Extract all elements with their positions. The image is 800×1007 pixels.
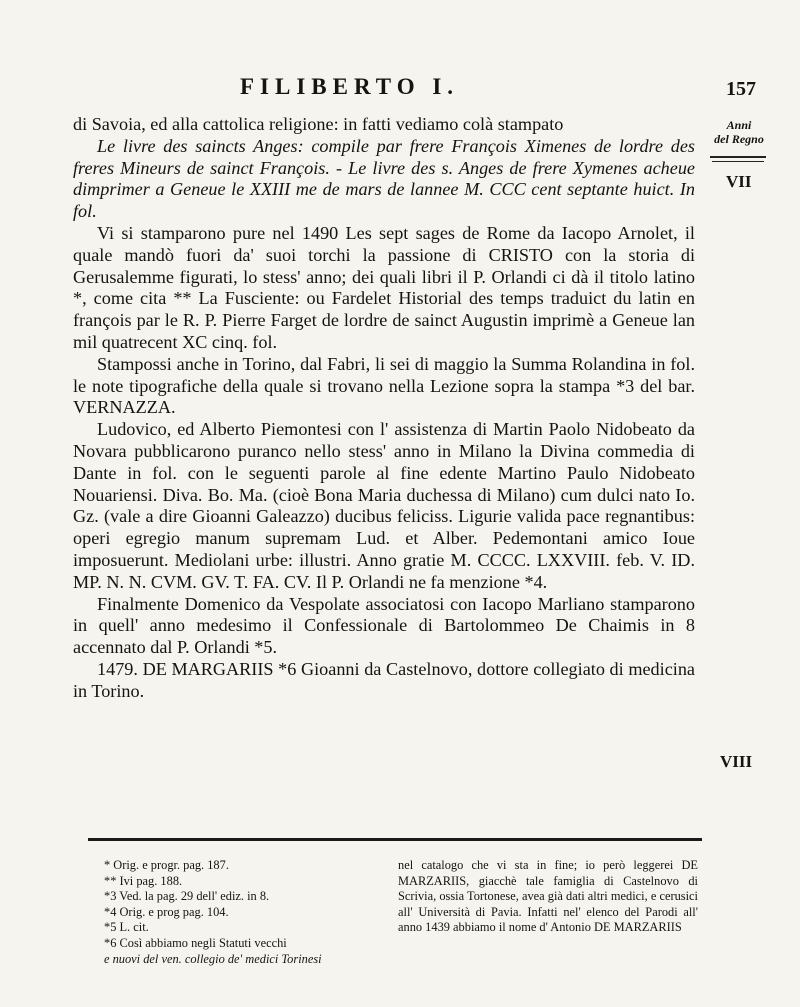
main-text — [73, 114, 695, 703]
footnotes-left — [104, 858, 388, 967]
paragraph-7: 1479. DE MARGARIIS *6 Gioanni da Castelnovo, dottore collegiato di medicina in Torino. — [73, 658, 695, 701]
paragraph-5: Ludovico, ed Alberto Piemontesi con l' assistenza di Martin Paolo Nidobeato da Novara pubblicarono puranco nello stess' anno in Milano la Divina commedia di Dante in fol. con le seguenti parole al fine edente Martino Paulo Nidobeato Nouariensi. Diva. Bo. Ma. (cioè Bona Maria duchessa di Milano) cum dulci nato Io. Gz. (vale a dire Gioanni Galeazzo) ducibus feliciss. Ligurie valida pace regnantibus: operi egregio manum supremam Lud. et Alber. Pedemontani amico Ioue imposuerunt. Mediolani urbe: illustri. Anno gratie M. CCCC. LXXVIII. feb. V. ID. MP. N. N. CVM. GV. T. FA. CV. Il P. Orlandi ne fa menzione *4. — [73, 419, 695, 592]
margin-rule — [710, 156, 766, 158]
paragraph-6: Finalmente Domenico da Vespolate associatosi con Iacopo Marliano stamparono in quell' anno medesimo il Confessionale di Bartolommeo De Chaimis in 8 accennato dal P. Orlandi *5. — [73, 593, 695, 658]
paragraph-2: Le livre des saincts Anges: compile par frere François Ximenes de lordre des freres Mineurs de sainct François. - Le livre des s. Anges de frere Xymenes acheue dimprimer a Geneue le XXIII me de mars de lannee M. CCC cent septante huict. In fol. — [73, 135, 695, 222]
margin-heading — [706, 118, 772, 146]
margin-section-viii: VIII — [720, 752, 753, 771]
page-number: 157 — [726, 78, 756, 100]
footnotes-right — [398, 858, 698, 936]
running-title: FILIBERTO I. — [240, 74, 460, 99]
paragraph-1: di Savoia, ed alla cattolica religione: in fatti vediamo colà stampato — [73, 114, 564, 134]
margin-section-vii: VII — [726, 172, 752, 191]
footnote: *3 Ved. la pag. 29 dell' ediz. in 8. — [104, 889, 270, 904]
footnote: e nuovi del ven. collegio de' medici Torinesi — [104, 951, 322, 966]
margin-rule — [712, 161, 764, 162]
footnote: * Orig. e progr. pag. 187. — [104, 858, 229, 872]
footnote: *5 L. cit. — [104, 920, 149, 935]
footnote: ** Ivi pag. 188. — [104, 873, 183, 888]
margin-anni-label: Anni — [726, 118, 752, 132]
margin-regno-label: del Regno — [714, 132, 764, 146]
footnote: *6 Così abbiamo negli Statuti vecchi — [104, 935, 287, 950]
paragraph-4: Stampossi anche in Torino, dal Fabri, li sei di maggio la Summa Rolandina in fol. le note tipografiche della quale si trovano nella Lezione sopra la stampa *3 del bar. VERNAZZA. — [73, 353, 695, 418]
footnote-divider — [88, 838, 702, 841]
footnote: *4 Orig. e prog pag. 104. — [104, 904, 229, 919]
paragraph-3: Vi si stamparono pure nel 1490 Les sept sages de Rome da Iacopo Arnolet, il quale mandò fuori da' suoi torchi la passione di CRISTO con la storia di Gerusalemme figurati, lo stess' anno; dei quali libri il P. Orlandi ci dà il titolo latino *, come cita ** La Fusciente: ou Fardelet Historial des temps traduict du latin en françois par le R. P. Pierre Farget de lordre de sainct Augustin imprimè a Geneue lan mil quatrecent XC cinq. fol. — [73, 222, 695, 352]
footnote-continuation: nel catalogo che vi sta in fine; io però leggerei DE MARZARIIS, giacchè tale famiglia di Castelnovo di Scrivia, ossia Tortonese, avea già dati altri medici, e cerusici all' Università di Pavia. Infatti nel' elenco del Parodi all' anno 1439 abbiamo il nome d' Antonio DE MARZARIIS — [398, 858, 698, 935]
